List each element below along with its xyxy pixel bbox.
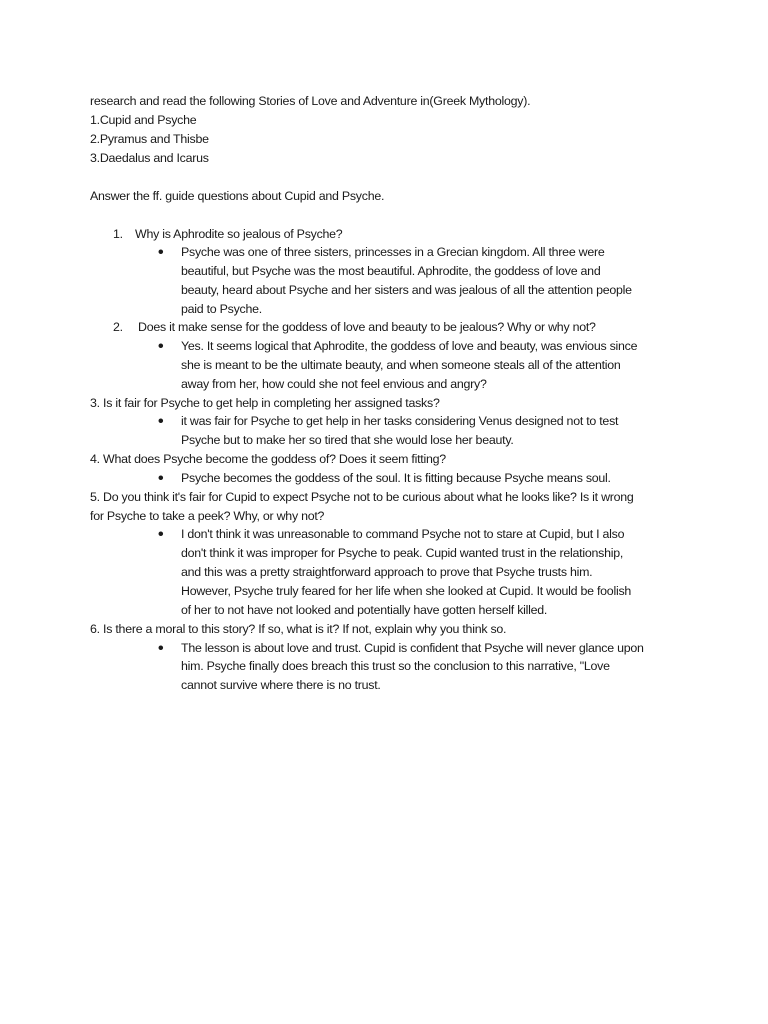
question-4: 4. What does Psyche become the goddess of? Does it seem fitting? — [90, 452, 446, 466]
bullet-icon — [158, 243, 164, 262]
question-1: Why is Aphrodite so jealous of Psyche? — [135, 227, 343, 241]
question-3: 3. Is it fair for Psyche to get help in completing her assigned tasks? — [90, 396, 440, 410]
question-1-number: 1. — [113, 227, 123, 241]
story-item-3: 3.Daedalus and Icarus — [90, 151, 209, 165]
bullet-icon — [158, 469, 164, 488]
bullet-icon — [158, 412, 164, 431]
question-2-number: 2. — [113, 320, 123, 334]
question-2: Does it make sense for the goddess of love and beauty to be jealous? Why or why not? — [138, 320, 596, 334]
answer-6-line-3: cannot survive where there is no trust. — [181, 678, 381, 692]
answer-3-line-2: Psyche but to make her so tired that she would lose her beauty. — [181, 433, 514, 447]
bullet-icon — [158, 639, 164, 658]
answer-1-line-1: Psyche was one of three sisters, princesses in a Grecian kingdom. All three were — [181, 245, 605, 259]
question-6: 6. Is there a moral to this story? If so, what is it? If not, explain why you think so. — [90, 622, 507, 636]
answer-5-line-2: don't think it was improper for Psyche to peak. Cupid wanted trust in the relationship, — [181, 546, 624, 560]
answer-4-line-1: Psyche becomes the goddess of the soul. It is fitting because Psyche means soul. — [181, 471, 611, 485]
answer-3-line-1: it was fair for Psyche to get help in her tasks considering Venus designed not to test — [181, 414, 619, 428]
answer-5-line-4: However, Psyche truly feared for her life when she looked at Cupid. It would be foolish — [181, 584, 632, 598]
answer-5-line-5: of her to not have not looked and potentially have gotten herself killed. — [181, 603, 548, 617]
intro-line: research and read the following Stories of Love and Adventure in(Greek Mythology). — [90, 94, 531, 108]
answer-6-line-2: him. Psyche finally does breach this trust so the conclusion to this narrative, "Love — [181, 659, 610, 673]
instruction-line: Answer the ff. guide questions about Cupid and Psyche. — [90, 189, 385, 203]
answer-5-line-1: I don't think it was unreasonable to command Psyche not to stare at Cupid, but I also — [181, 527, 625, 541]
answer-1-line-3: beauty, heard about Psyche and her sisters and was jealous of all the attention people — [181, 283, 632, 297]
bullet-icon — [158, 525, 164, 544]
story-item-2: 2.Pyramus and Thisbe — [90, 132, 209, 146]
answer-2-line-1: Yes. It seems logical that Aphrodite, the goddess of love and beauty, was envious since — [181, 339, 638, 353]
answer-2-line-2: she is meant to be the ultimate beauty, and when someone steals all of the attention — [181, 358, 621, 372]
question-5-line-2: for Psyche to take a peek? Why, or why not? — [90, 509, 325, 523]
answer-1-line-2: beautiful, but Psyche was the most beautiful. Aphrodite, the goddess of love and — [181, 264, 601, 278]
answer-2-line-3: away from her, how could she not feel envious and angry? — [181, 377, 487, 391]
bullet-icon — [158, 337, 164, 356]
answer-6-line-1: The lesson is about love and trust. Cupid is confident that Psyche will never glance upon — [181, 641, 644, 655]
answer-5-line-3: and this was a pretty straightforward approach to prove that Psyche trusts him. — [181, 565, 593, 579]
story-item-1: 1.Cupid and Psyche — [90, 113, 197, 127]
question-5-line-1: 5. Do you think it's fair for Cupid to expect Psyche not to be curious about what he looks like? Is it wrong — [90, 490, 634, 504]
answer-1-line-4: paid to Psyche. — [181, 302, 262, 316]
